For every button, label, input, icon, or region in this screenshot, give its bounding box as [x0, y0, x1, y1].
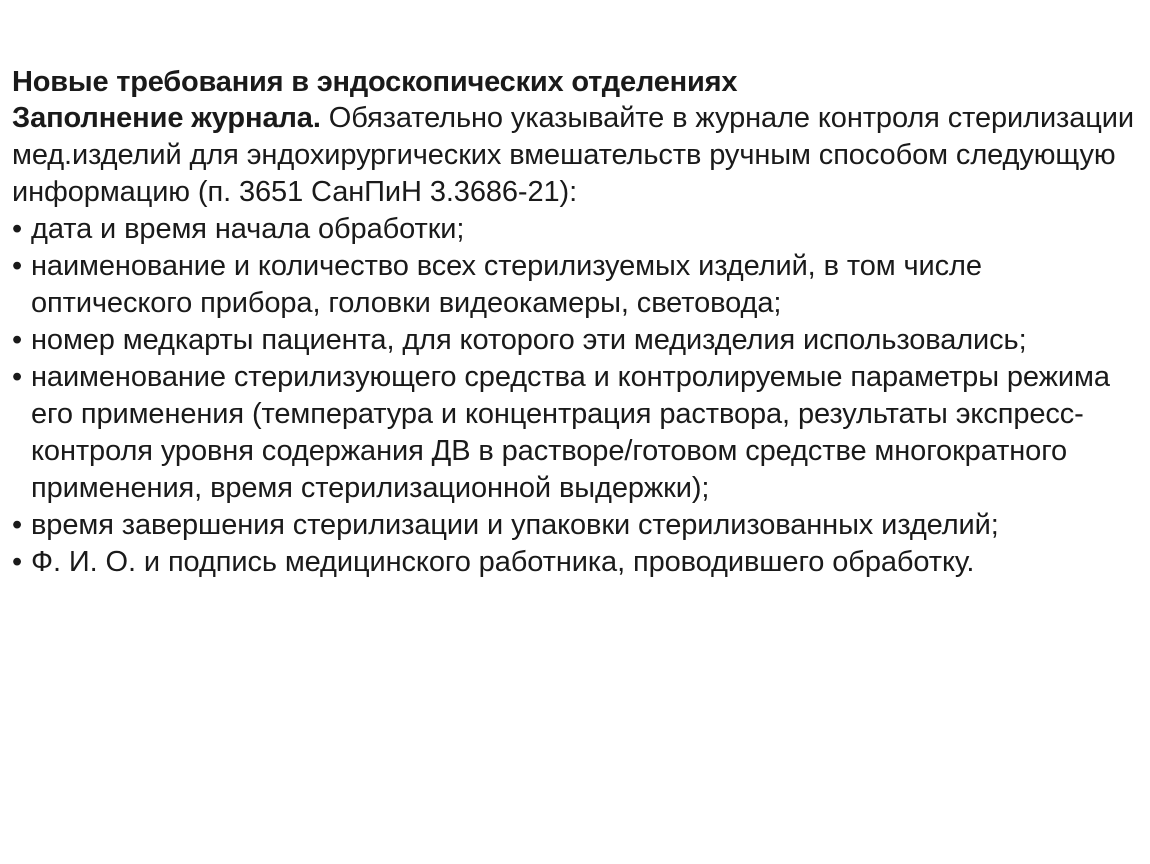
list-item: [12, 211, 1142, 248]
list-item-text: наименование стерилизующего средства и контролируемые параметры режима его применения (температура и концентрация раствора, результаты экспресс-контроля уровня содержания ДВ в растворе/готовом средстве многократного применения, время стерилизационной выдержки);: [31, 361, 1110, 504]
list-item: [12, 544, 1142, 581]
list-item-text: время завершения стерилизации и упаковки стерилизованных изделий;: [31, 509, 999, 541]
intro-lead: Заполнение журнала.: [12, 102, 321, 134]
intro-paragraph: [12, 100, 1142, 211]
bullet-icon: •: [12, 324, 23, 356]
bullet-icon: •: [12, 509, 23, 541]
list-item-text: Ф. И. О. и подпись медицинского работника, проводившего обработку.: [31, 546, 975, 578]
bullet-icon: •: [12, 546, 23, 578]
bullet-icon: •: [12, 213, 23, 245]
list-item: [12, 507, 1142, 544]
list-item-text: номер медкарты пациента, для которого эти медизделия использовались;: [31, 324, 1027, 356]
requirements-list: [12, 211, 1142, 581]
list-item: [12, 322, 1142, 359]
bullet-icon: •: [12, 361, 23, 393]
slide-title: Новые требования в эндоскопических отделениях: [12, 66, 738, 98]
list-item-text: дата и время начала обработки;: [31, 213, 465, 245]
list-item-text: наименование и количество всех стерилизуемых изделий, в том числе оптического прибора, головки видеокамеры, световода;: [31, 250, 982, 319]
bullet-icon: •: [12, 250, 23, 282]
list-item: [12, 248, 1142, 322]
list-item: [12, 359, 1142, 507]
slide-content: [12, 64, 1142, 581]
intro-text: Обязательно указывайте в журнале контроля стерилизации мед.изделий для эндохирургических вмешательств ручным способом следующую информацию (п. 3651 СанПиН 3.3686-21):: [12, 102, 1134, 208]
